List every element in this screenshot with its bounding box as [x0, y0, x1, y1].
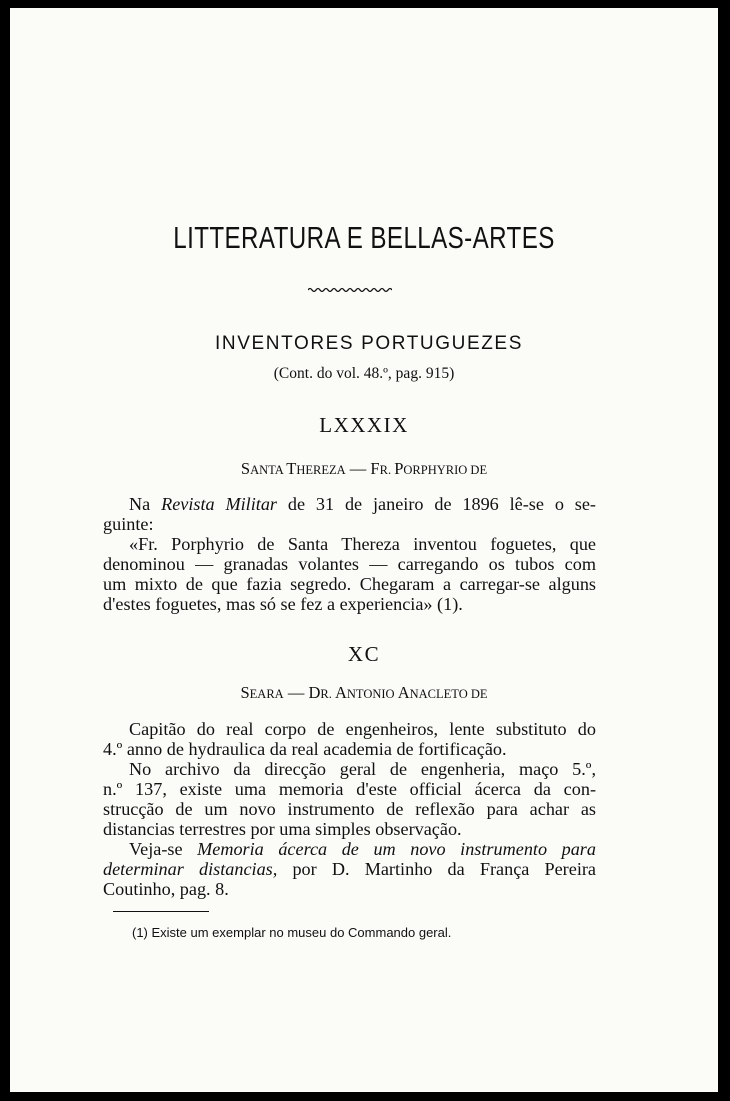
text-line: Coutinho, pag. 8. [103, 879, 229, 899]
paragraph: Capitão do real corpo de engenheiros, lente substituto do [129, 719, 596, 739]
paragraph [103, 839, 596, 859]
paragraph [103, 494, 596, 514]
text-line: strucção de um novo instrumento de reflexão para achar as [103, 799, 596, 819]
entry-body [103, 494, 596, 614]
text-line: Veja-se Memoria ácerca de um novo instrumento para [129, 839, 596, 859]
entry-numeral: LXXXIX [319, 413, 409, 437]
text-line: denominou — granadas volantes — carregando os tubos com [103, 554, 596, 574]
text-line: d'estes foguetes, mas só se fez a experiencia» (1). [103, 594, 463, 614]
continuation-note: (Cont. do vol. 48.º, pag. 915) [273, 365, 455, 382]
text-line: um mixto de que fazia segredo. Chegaram a carregar-se alguns [103, 574, 596, 594]
text-line: 4.º anno de hydraulica da real academia de fortificação. [103, 739, 507, 759]
entry-numeral: XC [347, 642, 381, 666]
text-line: distancias terrestres por uma simples observação. [103, 819, 462, 839]
entry-heading: SANTA THEREZA — FR. PORPHYRIO DE [240, 459, 488, 478]
article-title: INVENTORES PORTUGUEZES [215, 333, 523, 354]
entry-heading: SEARA — DR. ANTONIO ANACLETO DE [240, 683, 488, 702]
text-line: n.º 137, existe uma memoria d'este official ácerca da con- [103, 779, 596, 799]
page [10, 8, 718, 1092]
text-line: determinar distancias, por D. Martinho da França Pereira [103, 859, 596, 879]
text-line: Na Revista Militar de 31 de janeiro de 1896 lê-se o se- [129, 494, 596, 514]
entry-body [103, 719, 596, 899]
paragraph: «Fr. Porphyrio de Santa Thereza inventou foguetes, que [129, 534, 596, 554]
footnote-rule [113, 911, 209, 912]
footnote: (1) Existe um exemplar no museu do Commando geral. [132, 925, 452, 940]
section-title: LITTERATURA E BELLAS-ARTES [173, 220, 555, 255]
paragraph: No archivo da direcção geral de engenheria, maço 5.º, [129, 759, 596, 779]
text-line: guinte: [103, 514, 154, 534]
wavy-rule-ornament [308, 286, 392, 294]
